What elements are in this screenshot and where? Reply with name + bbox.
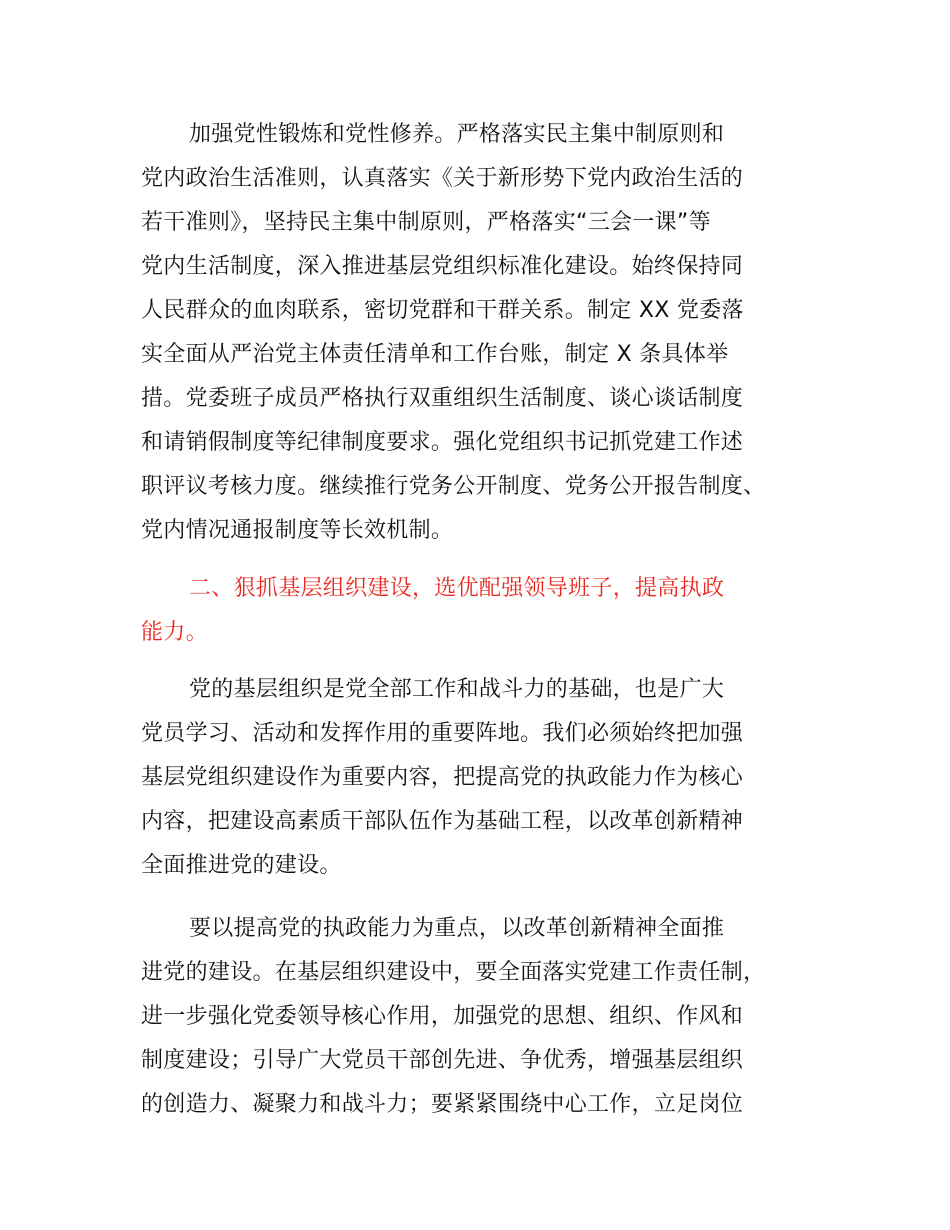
text-line: 进党的建设。在基层组织建设中，要全面落实党建工作责任制，: [141, 960, 766, 985]
text-line: 全面推进党的建设。: [141, 853, 342, 878]
text-line: 职评议考核力度。继续推行党务公开制度、党务公开报告制度、: [141, 474, 766, 499]
text-line: 党员学习、活动和发挥作用的重要阵地。我们必须始终把加强: [141, 721, 744, 746]
heading-line: 能力。: [141, 620, 208, 645]
text-line: 要以提高党的执政能力为重点，以改革创新精神全面推: [189, 916, 725, 941]
text-line: 内容，把建设高素质干部队伍作为基础工程，以改革创新精神: [141, 809, 744, 834]
paragraph-1: [141, 113, 841, 553]
section-heading: [141, 567, 841, 655]
text-line: 措。党委班子成员严格执行双重组织生活制度、谈心谈话制度: [141, 386, 744, 411]
paragraph-3: [141, 907, 841, 1127]
text-line: 党内政治生活准则，认真落实《关于新形势下党内政治生活的: [141, 166, 744, 191]
text-line: 和请销假制度等纪律制度要求。强化党组织书记抓党建工作述: [141, 430, 744, 455]
text-line: 基层党组织建设作为重要内容，把提高党的执政能力作为核心: [141, 765, 744, 790]
text-line: 人民群众的血肉联系，密切党群和干群关系。制定 XX 党委落: [141, 298, 744, 323]
text-line: 党内情况通报制度等长效机制。: [141, 518, 454, 543]
text-line: 制度建设；引导广大党员干部创先进、争优秀，增强基层组织: [141, 1048, 744, 1073]
text-line: 进一步强化党委领导核心作用，加强党的思想、组织、作风和: [141, 1004, 744, 1029]
text-line: 党的基层组织是党全部工作和战斗力的基础，也是广大: [189, 677, 725, 702]
text-line: 实全面从严治党主体责任清单和工作台账，制定 X 条具体举: [141, 342, 729, 367]
text-line: 党内生活制度，深入推进基层党组织标准化建设。始终保持同: [141, 254, 744, 279]
text-line: 加强党性锻炼和党性修养。严格落实民主集中制原则和: [189, 122, 725, 147]
heading-line: 二、狠抓基层组织建设，选优配强领导班子，提高执政: [189, 576, 725, 601]
text-line: 的创造力、凝聚力和战斗力；要紧紧围绕中心工作，立足岗位: [141, 1092, 744, 1117]
paragraph-2: [141, 668, 841, 888]
text-line: 若干准则》，坚持民主集中制原则，严格落实“三会一课”等: [141, 210, 711, 235]
